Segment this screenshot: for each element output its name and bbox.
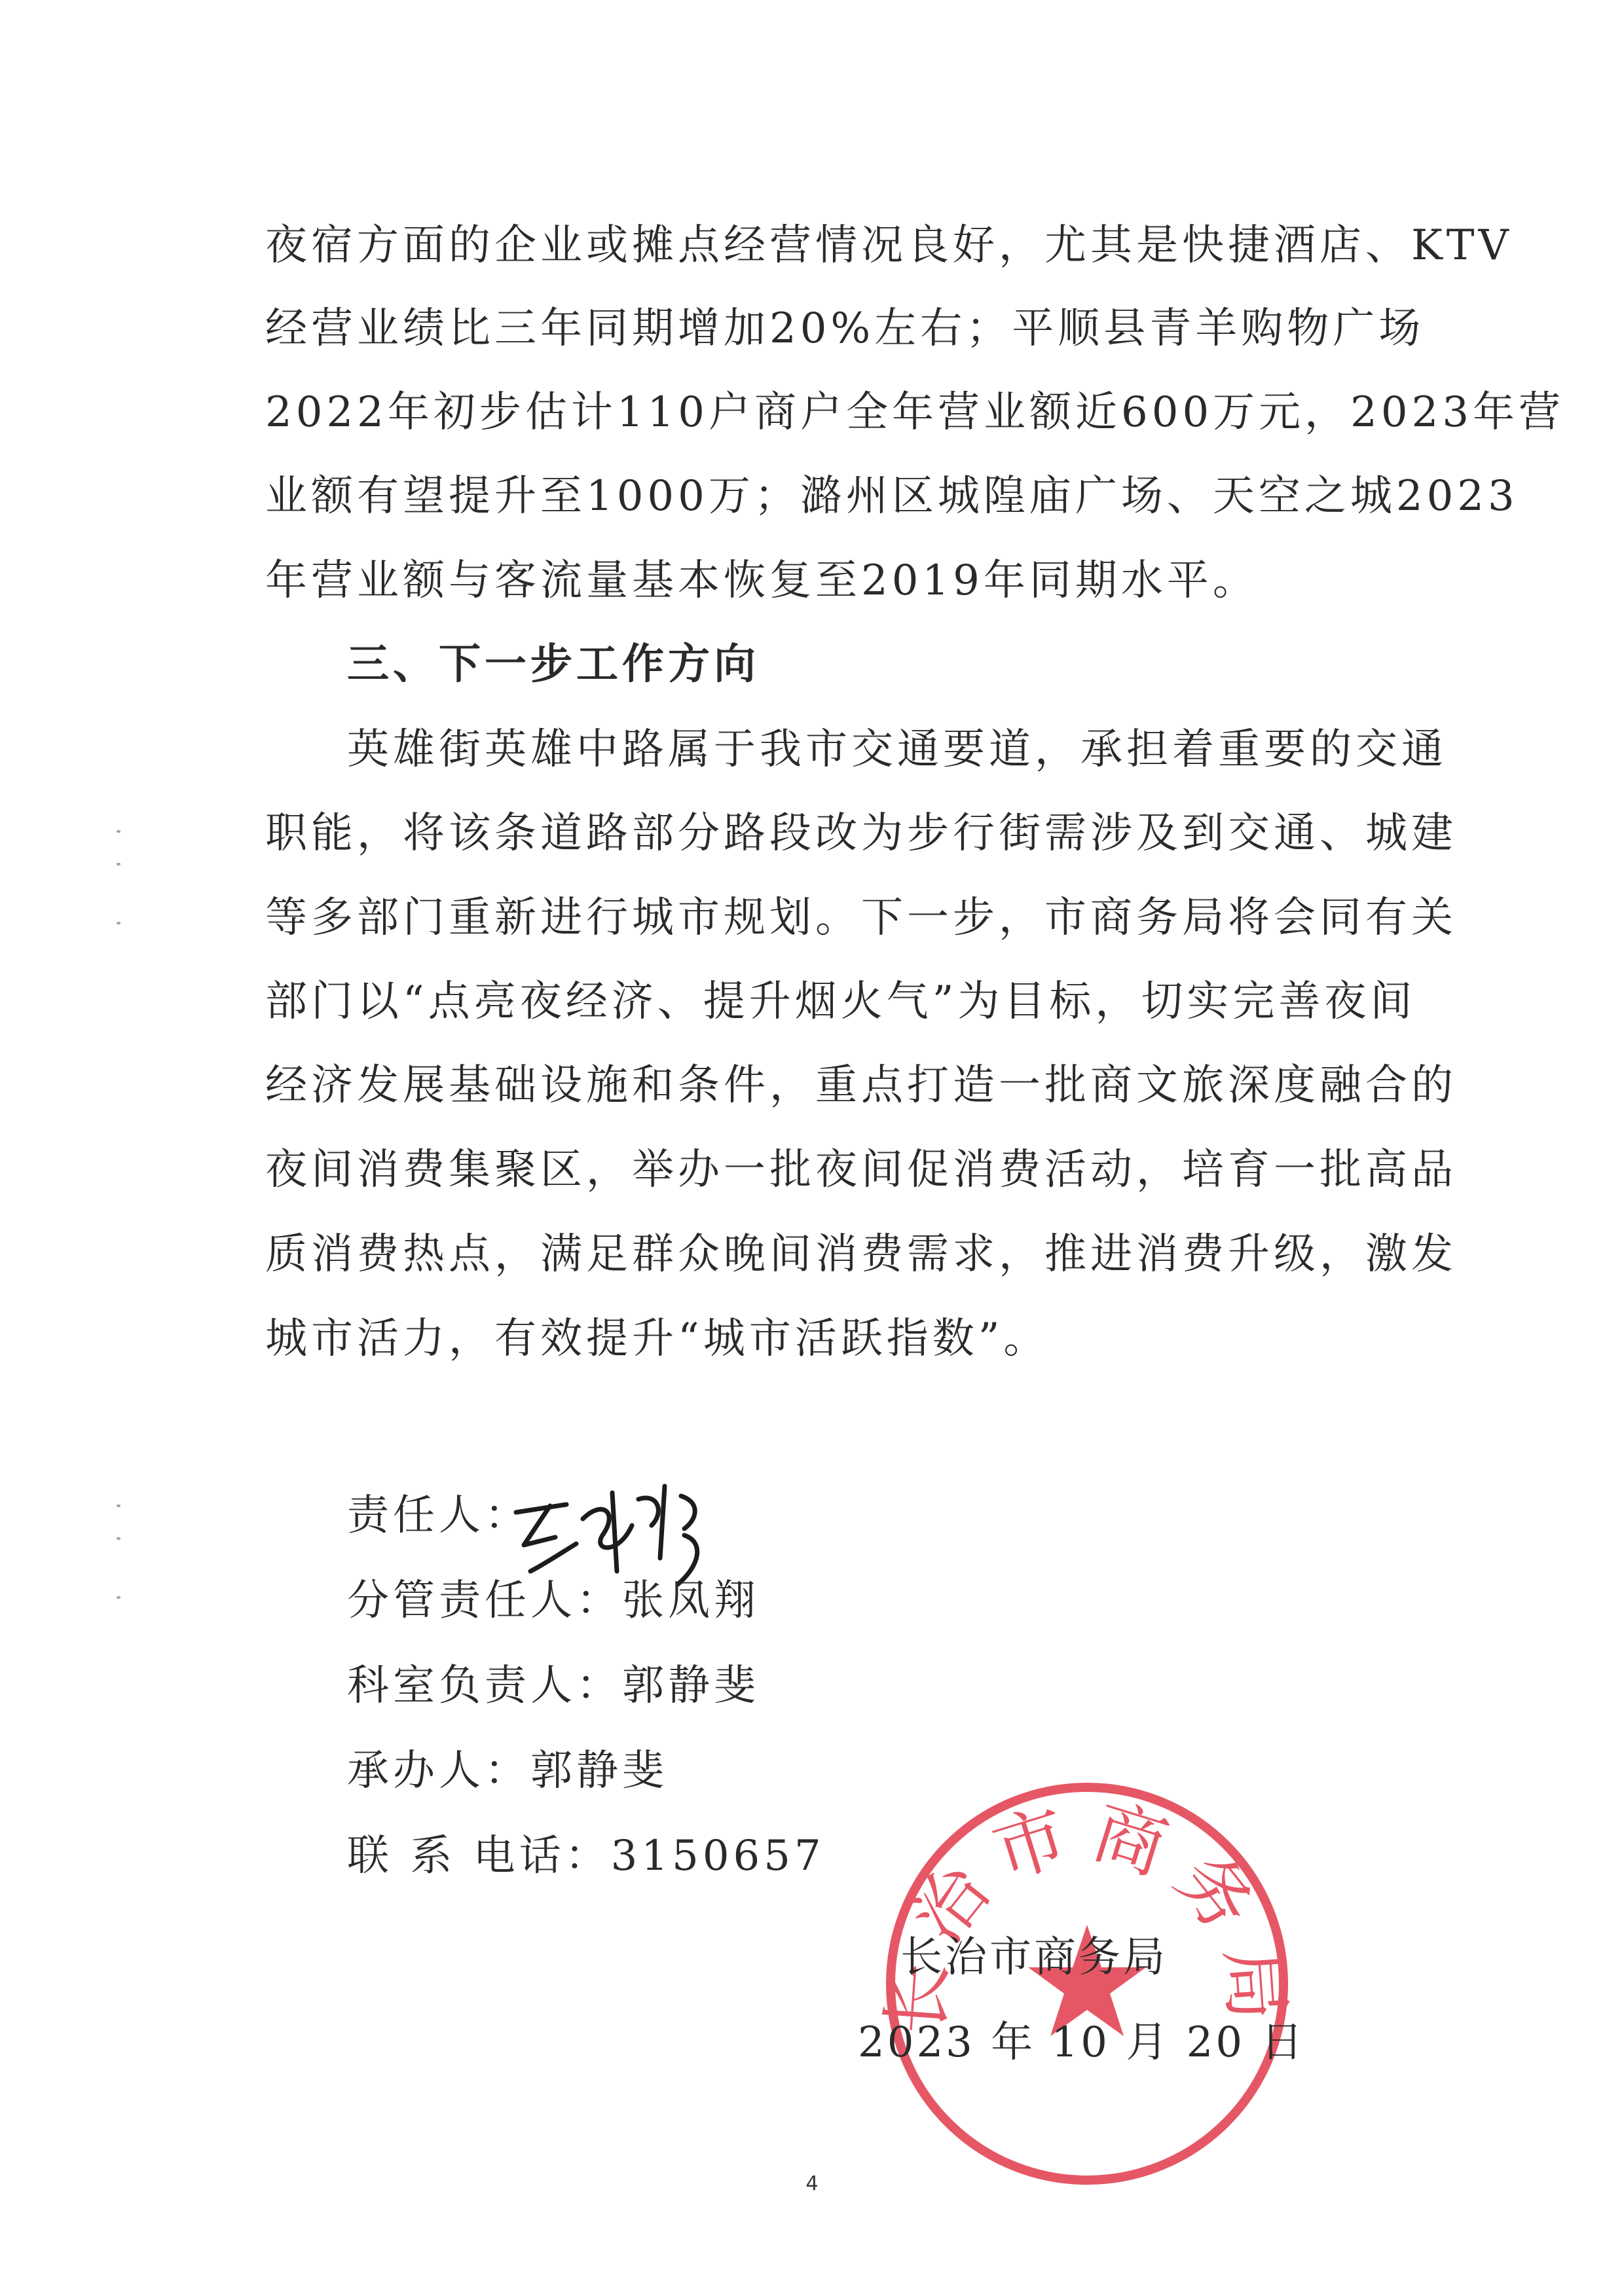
paragraph-line: 经营业绩比三年同期增加20%左右；平顺县青羊购物广场	[265, 304, 1425, 353]
paragraph-line: 夜间消费集聚区，举办一批夜间促消费活动，培育一批高品	[265, 1146, 1457, 1194]
section-head: 科室负责人：郭静斐	[347, 1662, 760, 1710]
scan-mark	[117, 830, 120, 833]
paragraph-line: 业额有望提升至1000万；潞州区城隍庙广场、天空之城2023	[265, 472, 1519, 520]
paragraph-line: 质消费热点，满足群众晚间消费需求，推进消费升级，激发	[265, 1230, 1457, 1279]
section-heading: 三、下一步工作方向	[347, 640, 760, 689]
scan-mark	[117, 1504, 120, 1507]
issuing-organization: 长治市商务局	[900, 1933, 1168, 1982]
paragraph-line: 2022年初步估计110户商户全年营业额近600万元，2023年营	[265, 388, 1565, 437]
page-number: 4	[805, 2172, 819, 2195]
official-seal-stamp	[871, 1768, 1303, 2200]
scan-mark	[117, 922, 120, 924]
svg-text:长治市商务局: 长治市商务局	[874, 1789, 1301, 2038]
paragraph-line: 经济发展基础设施和条件，重点打造一批商文旅深度融合的	[265, 1061, 1457, 1110]
handler: 承办人：郭静斐	[347, 1747, 668, 1795]
scan-mark	[117, 1596, 120, 1599]
scan-mark	[117, 863, 120, 866]
paragraph-line: 部门以“点亮夜经济、提升烟火气”为目标，切实完善夜间	[265, 977, 1416, 1026]
contact-phone: 联 系 电话：3150657	[347, 1832, 825, 1880]
responsible-person: 责任人：	[347, 1491, 530, 1540]
paragraph-line: 夜宿方面的企业或摊点经营情况良好，尤其是快捷酒店、KTV	[265, 221, 1513, 270]
paragraph-line: 年营业额与客流量基本恢复至2019年同期水平。	[265, 556, 1259, 605]
scan-mark	[117, 1537, 120, 1540]
paragraph-line: 城市活力，有效提升“城市活跃指数”。	[265, 1315, 1050, 1363]
paragraph-line: 英雄街英雄中路属于我市交通要道，承担着重要的交通	[347, 725, 1447, 774]
deputy-responsible: 分管责任人：张凤翔	[347, 1576, 760, 1625]
paragraph-line: 等多部门重新进行城市规划。下一步，市商务局将会同有关	[265, 894, 1457, 942]
issue-date: 2023 年 10 月 20 日	[858, 2018, 1306, 2067]
paragraph-line: 职能，将该条道路部分路段改为步行街需涉及到交通、城建	[265, 809, 1457, 858]
